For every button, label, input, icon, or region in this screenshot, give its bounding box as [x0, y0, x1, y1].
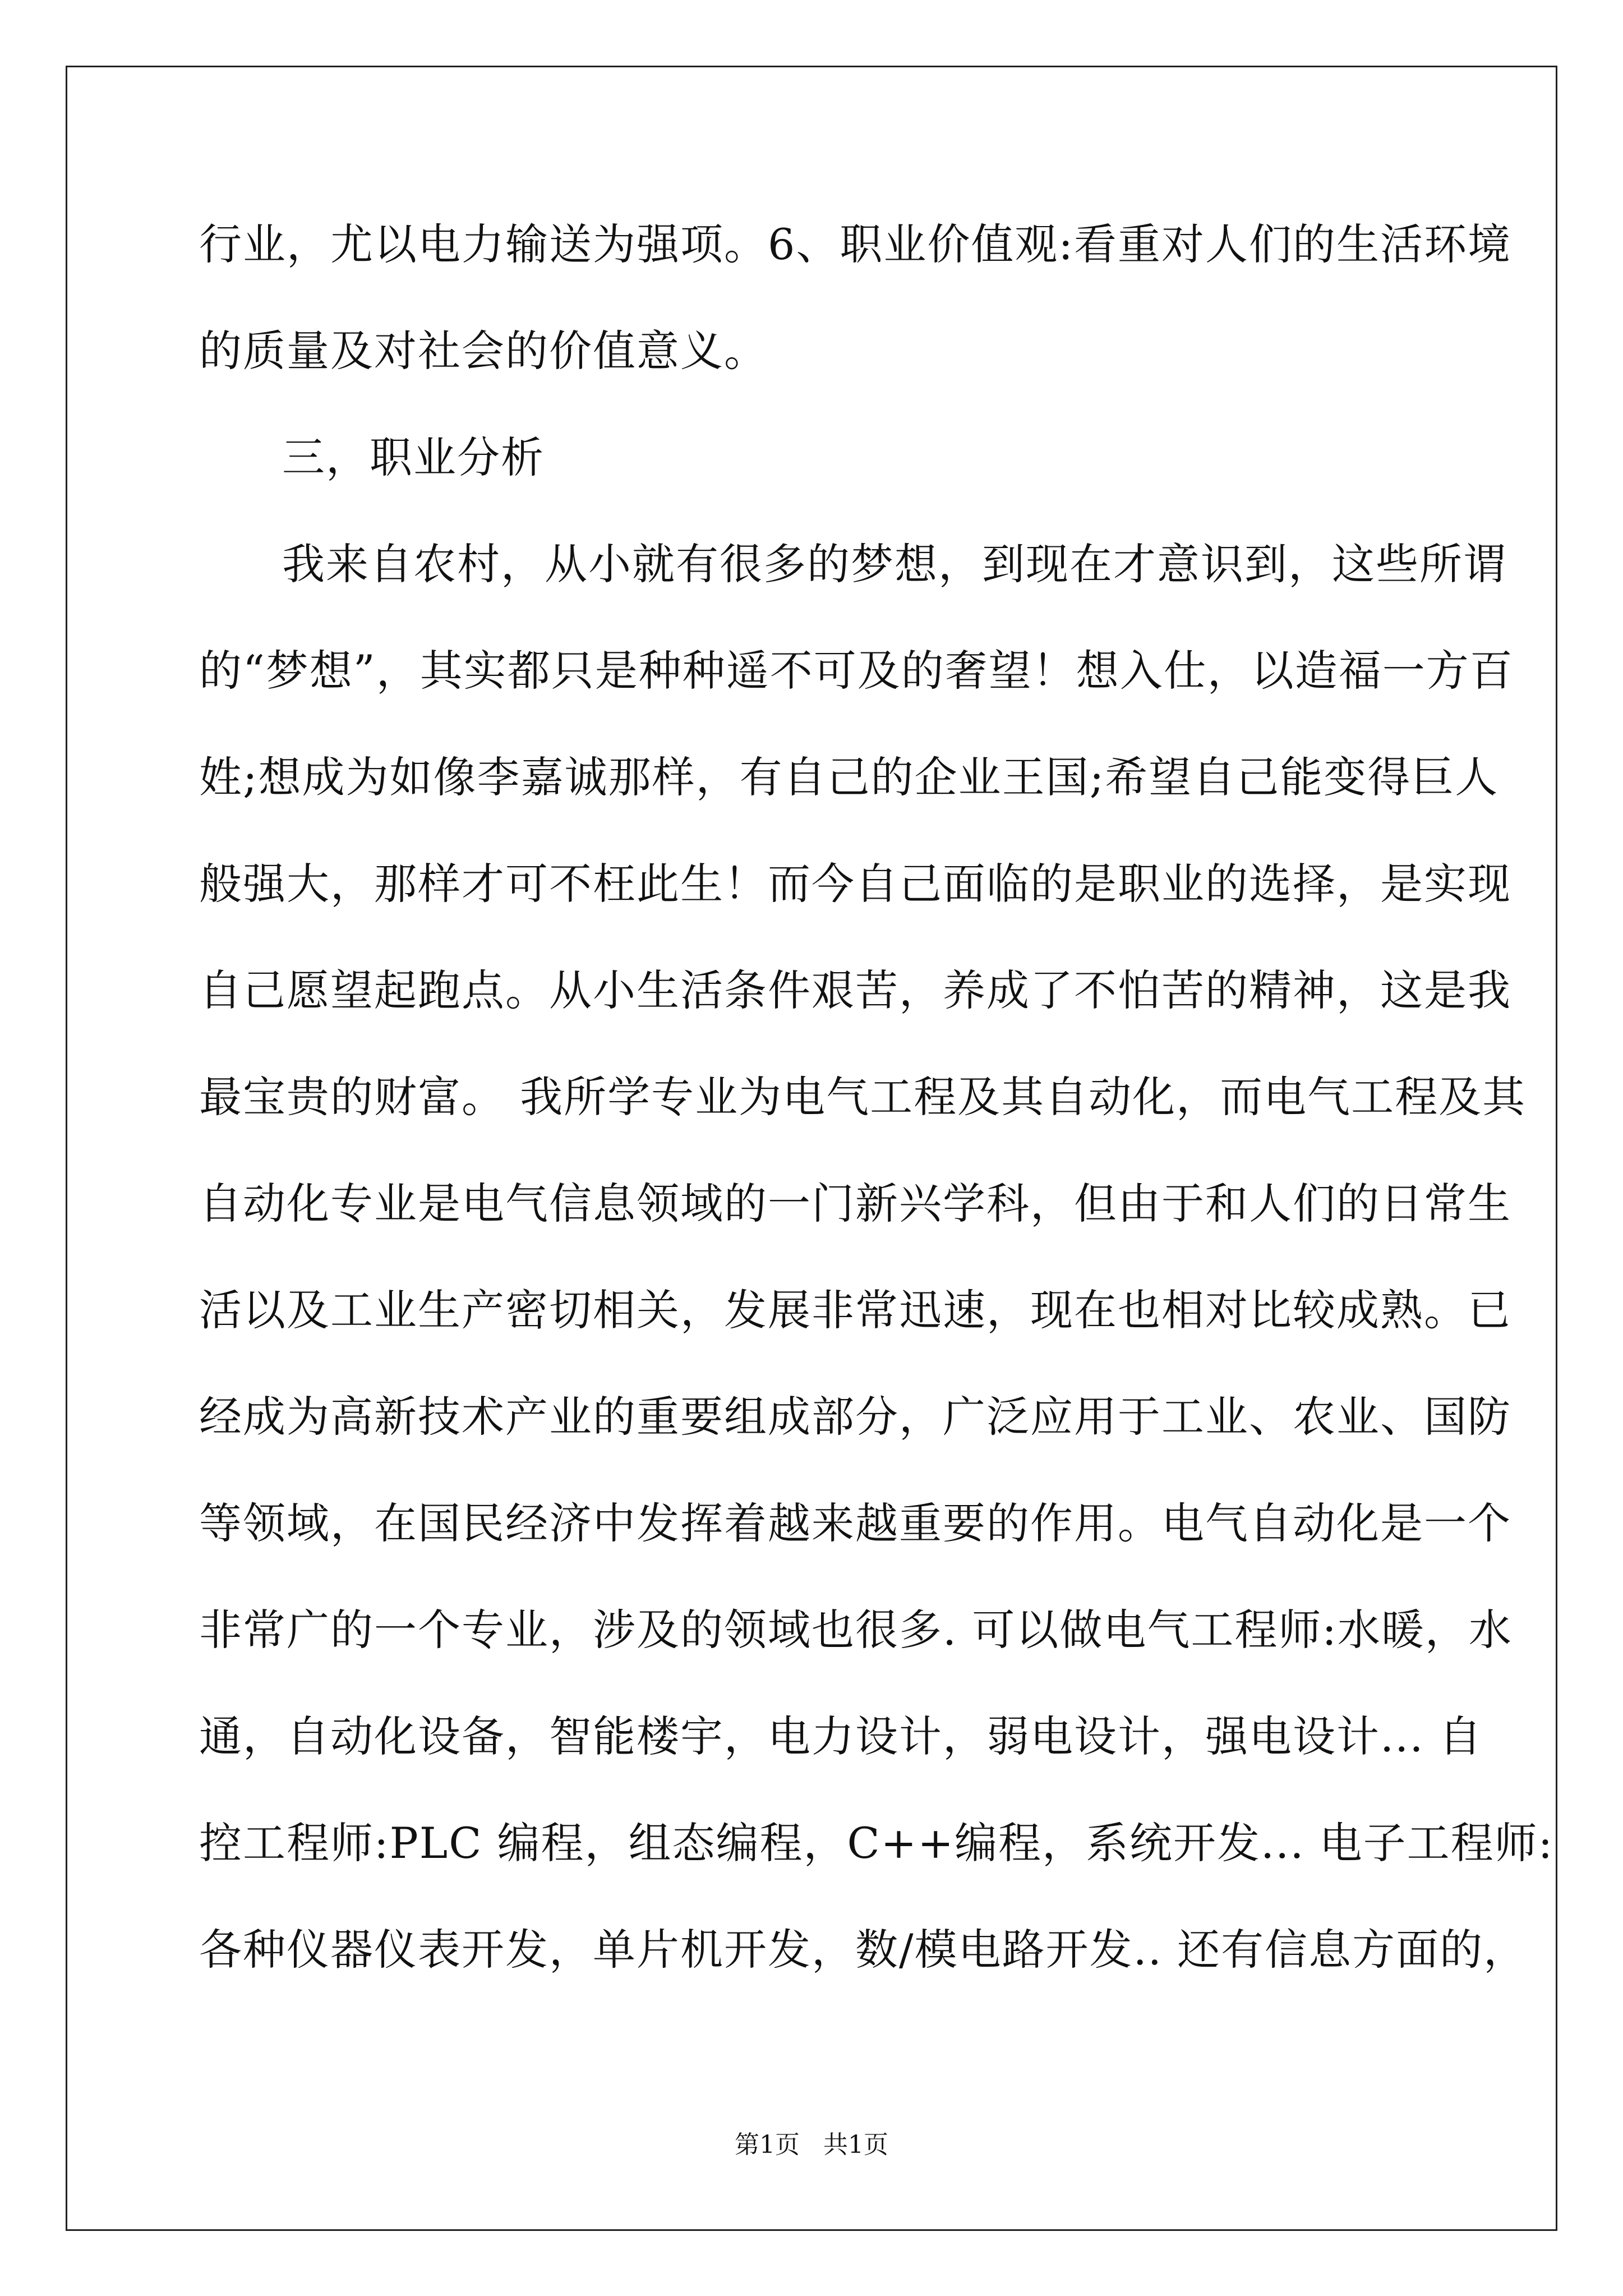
text-line: 活以及工业生产密切相关，发展非常迅速，现在也相对比较成熟。已	[199, 1285, 1511, 1335]
page-total: 共1页	[823, 2131, 888, 2159]
text-line: 各种仪器仪表开发，单片机开发，数/模电路开发.. 还有信息方面的，	[199, 1925, 1528, 1975]
text-line: 般强大，那样才可不枉此生！而今自己面临的是职业的选择，是实现	[199, 859, 1511, 909]
text-line: 自动化专业是电气信息领域的一门新兴学科，但由于和人们的日常生	[199, 1179, 1511, 1228]
text-line: 的“梦想”，其实都只是种种遥不可及的奢望！想入仕，以造福一方百	[199, 646, 1514, 696]
text-line: 的质量及对社会的价值意义。	[199, 326, 768, 376]
text-line: 我来自农村，从小就有很多的梦想，到现在才意识到，这些所谓	[282, 539, 1507, 589]
text-line: 自己愿望起跑点。从小生活条件艰苦，养成了不怕苦的精神，这是我	[199, 965, 1511, 1015]
page-border	[66, 66, 1557, 2231]
page-footer	[0, 2133, 1623, 2157]
text-line: 通，自动化设备，智能楼宇，电力设计，弱电设计，强电设计... 自	[199, 1711, 1483, 1761]
text-line: 非常广的一个专业，涉及的领域也很多. 可以做电气工程师:水暖，水	[199, 1605, 1513, 1655]
text-line: 等领域，在国民经济中发挥着越来越重要的作用。电气自动化是一个	[199, 1498, 1511, 1548]
text-line: 最宝贵的财富。 我所学专业为电气工程及其自动化，而电气工程及其	[199, 1072, 1527, 1122]
text-line: 行业，尤以电力输送为强项。6、职业价值观:看重对人们的生活环境	[199, 219, 1511, 269]
text-line: 经成为高新技术产业的重要组成部分，广泛应用于工业、农业、国防	[199, 1392, 1511, 1442]
text-line: 控工程师:PLC 编程，组态编程，C++编程，系统开发... 电子工程师:	[199, 1818, 1554, 1868]
text-line: 姓;想成为如像李嘉诚那样，有自己的企业王国;希望自己能变得巨人	[199, 752, 1499, 802]
page-number: 第1页	[735, 2131, 800, 2159]
section-heading: 三，职业分析	[282, 432, 545, 482]
